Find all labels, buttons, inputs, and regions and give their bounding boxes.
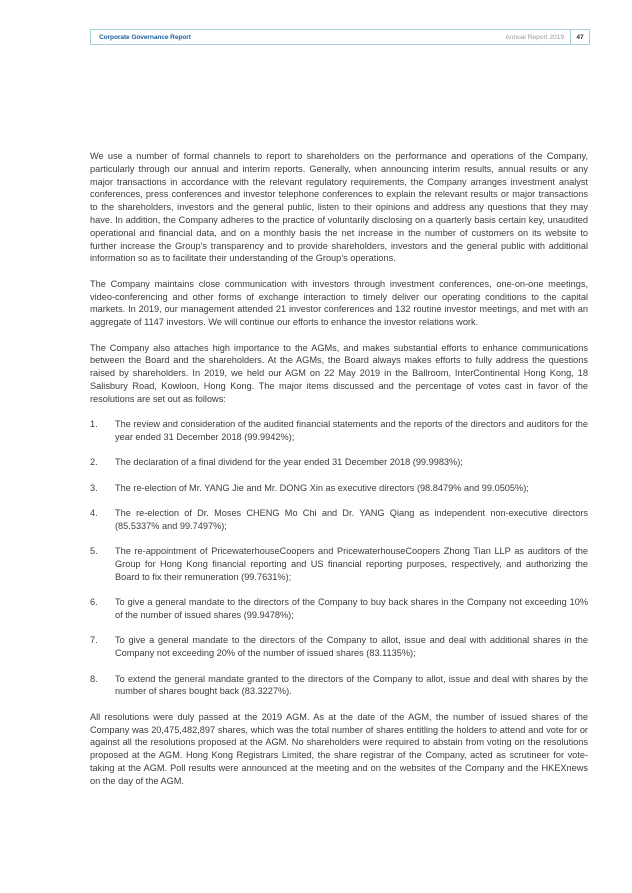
resolution-text: The review and consideration of the audited financial statements and the reports of the directors and auditors for the year ended 31 December 2018 (99.9942%); bbox=[115, 419, 588, 442]
paragraph-agm-results: All resolutions were duly passed at the 2019 AGM. As at the date of the AGM, the number of issued shares of the Company was 20,475,482,897 shares, which was the total number of shares entitling the holders to attend and vote for or against all the resolutions proposed at the AGM. No shareholders were required to abstain from voting on the resolutions proposed at the AGM. Hong Kong Registrars Limited, the share registrar of the Company, acted as scrutineer for vote-taking at the AGM. Poll results were announced at the meeting and on the websites of the Company and the HKEXnews on the day of the AGM. bbox=[90, 711, 588, 786]
resolution-item bbox=[90, 545, 588, 583]
resolution-item bbox=[90, 418, 588, 444]
resolution-text: The declaration of a final dividend for the year ended 31 December 2018 (99.9983%); bbox=[115, 457, 463, 468]
resolutions-list bbox=[90, 418, 588, 698]
resolution-text: To extend the general mandate granted to the directors of the Company to allot, issue and deal with shares by the number of shares bought back (83.3227%). bbox=[115, 673, 588, 697]
resolution-number: 6. bbox=[90, 597, 98, 608]
resolution-number: 2. bbox=[90, 457, 98, 468]
report-title: Annual Report 2019 bbox=[505, 33, 564, 41]
resolution-text: To give a general mandate to the directors of the Company to buy back shares in the Company not exceeding 10% of the number of issued shares (99.9478%); bbox=[115, 597, 588, 621]
document-body bbox=[90, 150, 588, 800]
resolution-item bbox=[90, 673, 588, 699]
resolution-text: The re-election of Mr. YANG Jie and Mr. DONG Xin as executive directors (98.8479% and 99.0505%); bbox=[115, 482, 529, 493]
resolution-number: 3. bbox=[90, 482, 98, 493]
page-header bbox=[90, 29, 590, 45]
resolution-number: 8. bbox=[90, 673, 98, 684]
resolution-text: The re-appointment of PricewaterhouseCoopers and PricewaterhouseCoopers Zhong Tian LLP as auditors of the Group for Hong Kong financial reporting and US financial reporting purposes, respectively, and authorizing the Board to fix their remuneration (99.7631%); bbox=[115, 546, 588, 582]
resolution-number: 1. bbox=[90, 419, 98, 430]
resolution-item bbox=[90, 596, 588, 622]
resolution-item bbox=[90, 482, 588, 495]
page-number: 47 bbox=[570, 30, 589, 44]
resolution-item bbox=[90, 507, 588, 533]
section-title: Corporate Governance Report bbox=[99, 33, 191, 41]
resolution-text: The re-election of Dr. Moses CHENG Mo Chi and Dr. YANG Qiang as independent non-executive directors (85.5337% and 99.7497%); bbox=[115, 508, 588, 531]
resolution-text: To give a general mandate to the directors of the Company to allot, issue and deal with additional shares in the Company not exceeding 20% of the number of issued shares (83.1135%); bbox=[115, 635, 588, 659]
paragraph-reporting-channels: We use a number of formal channels to report to shareholders on the performance and operations of the Company, particularly through our annual and interim reports. Generally, when announcing interim results, annual results or any major transactions in accordance with the relevant regulatory requirements, the Company arranges investment analyst conferences, press conferences and investor telephone conferences to explain the relevant results or major transactions to the shareholders, investors and the general public, listen to their opinions and address any questions that they may have. In addition, the Company adheres to the practice of voluntarily disclosing on a quarterly basis certain key, unaudited operational and financial data, and on a monthly basis the net increase in the number of customers on its website to further increase the Group’s transparency and to provide shareholders, investors and the general public with additional information so as to facilitate their understanding of the Group’s operations. bbox=[90, 151, 588, 264]
resolution-number: 5. bbox=[90, 546, 98, 557]
resolution-item bbox=[90, 456, 588, 469]
paragraph-investor-communication: The Company maintains close communication with investors through investment conferences, one-on-one meetings, video-conferencing and other forms of exchange interaction to timely deliver our operating conditions to the capital markets. In 2019, our management attended 21 investor conferences and 132 routine investor meetings, and met with an aggregate of 1147 investors. We will continue our efforts to enhance the investor relations work. bbox=[90, 278, 588, 328]
resolution-number: 4. bbox=[90, 508, 98, 519]
resolution-item bbox=[90, 634, 588, 660]
resolution-number: 7. bbox=[90, 635, 98, 646]
paragraph-agm-intro: The Company also attaches high importance to the AGMs, and makes substantial efforts to enhance communications between the Board and the shareholders. At the AGMs, the Board always makes efforts to fully address the questions raised by shareholders. In 2019, we held our AGM on 22 May 2019 in the Ballroom, InterContinental Hong Kong, 18 Salisbury Road, Kowloon, Hong Kong. The major items discussed and the percentage of votes cast in favor of the resolutions are set out as follows: bbox=[90, 342, 588, 404]
